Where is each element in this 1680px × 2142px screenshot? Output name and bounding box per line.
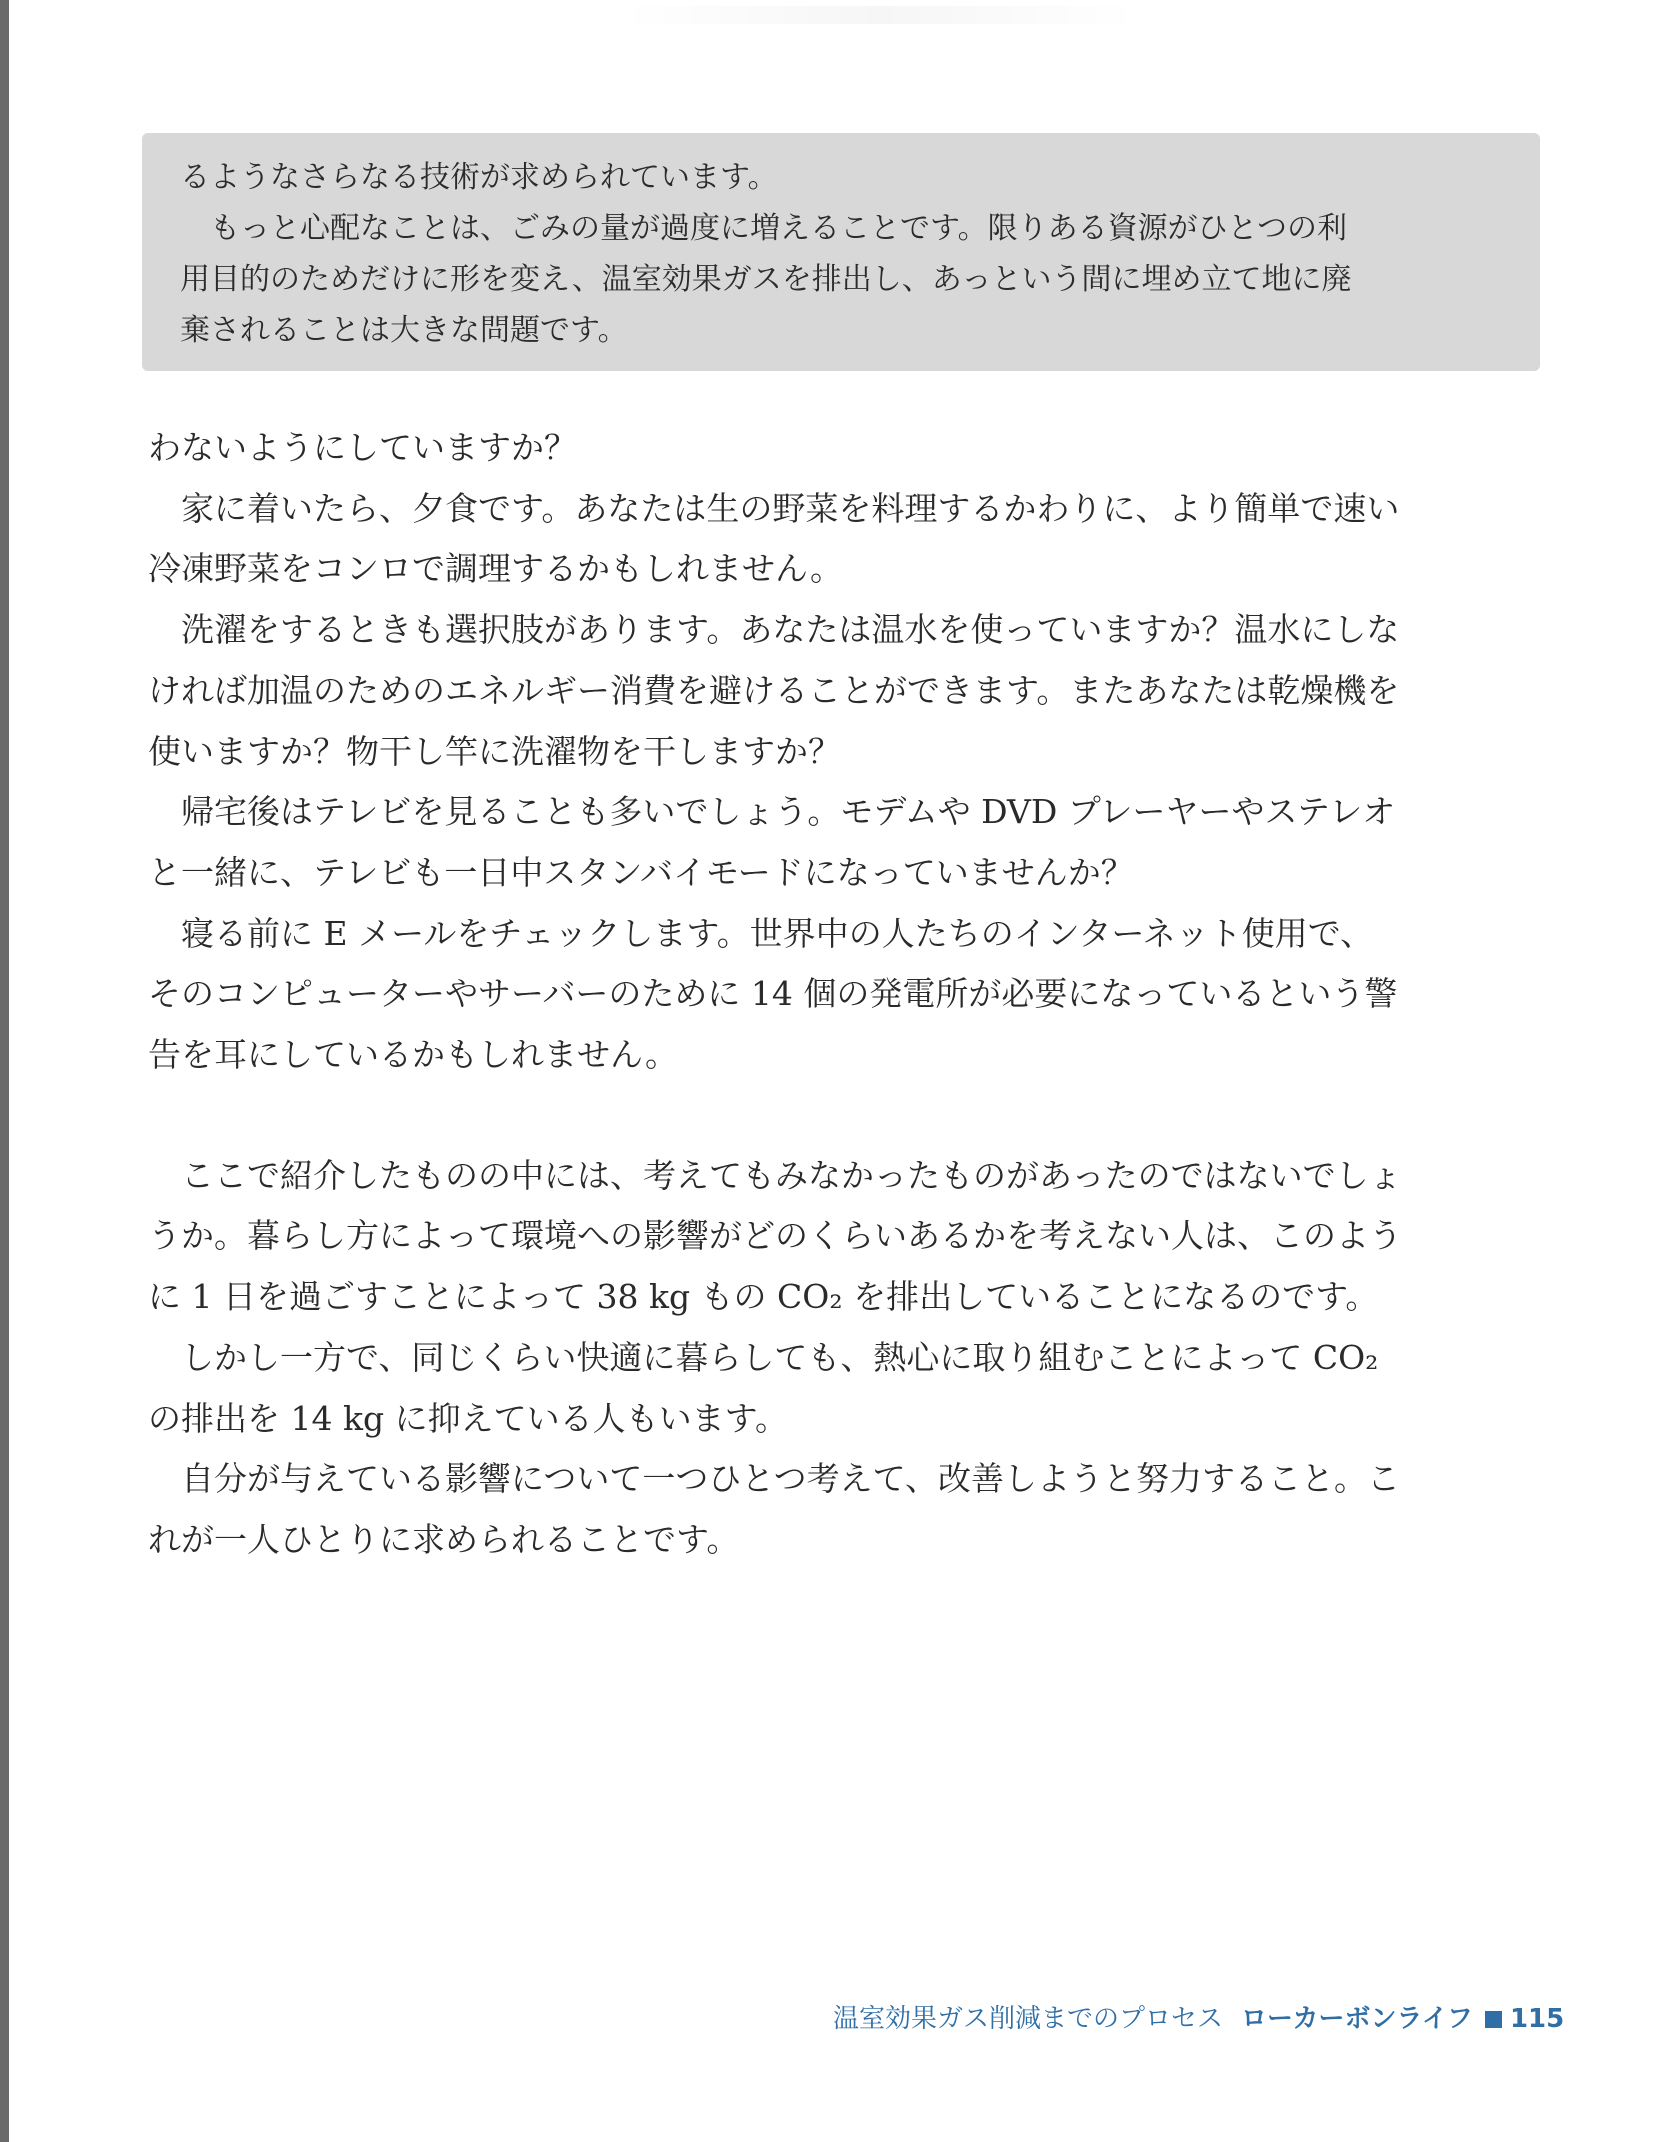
text-line: 帰宅後はテレビを見ることも多いでしょう。モデムや DVD プレーヤーやステレオ bbox=[148, 792, 1396, 832]
text-line: の排出を 14 kg に抑えている人もいます。 bbox=[148, 1398, 788, 1438]
page-number: 115 bbox=[1509, 2004, 1565, 2034]
page-left-edge bbox=[0, 0, 9, 2142]
text-line: に 1 日を過ごすことによって 38 kg もの CO₂ を排出していることになるのです。 bbox=[148, 1277, 1379, 1317]
box-line: 用目的のためだけに形を変え、温室効果ガスを排出し、あっという間に埋め立て地に廃 bbox=[180, 262, 1352, 297]
text-line: れが一人ひとりに求められることです。 bbox=[148, 1519, 740, 1559]
text-line: ければ加温のためのエネルギー消費を避けることができます。またあなたは乾燥機を bbox=[148, 670, 1400, 710]
square-bullet-icon bbox=[1485, 2011, 1502, 2028]
text-line: しかし一方で、同じくらい快適に暮らしても、熱心に取り組むことによって CO₂ bbox=[148, 1337, 1379, 1377]
body-text bbox=[148, 418, 1548, 1571]
box-line: 棄されることは大きな問題です。 bbox=[180, 313, 628, 348]
text-line: わないようにしていますか？ bbox=[148, 428, 577, 467]
page-footer bbox=[833, 1999, 1564, 2039]
shaded-note-box bbox=[142, 133, 1540, 371]
text-line: うか。暮らし方によって環境への影響がどのくらいあるかを考えない人は、このよう bbox=[148, 1216, 1402, 1256]
paragraph-gap bbox=[148, 1086, 1548, 1146]
text-line: 寝る前に E メールをチェックします。世界中の人たちのインターネット使用で、 bbox=[148, 913, 1374, 953]
footer-process-label: 温室効果ガス削減までのプロセス bbox=[833, 2004, 1224, 2034]
bleed-through-header bbox=[620, 6, 1140, 24]
text-line: ここで紹介したものの中には、考えてもみなかったものがあったのではないでしょ bbox=[148, 1155, 1402, 1195]
text-line: と一緒に、テレビも一日中スタンバイモードになっていませんか？ bbox=[148, 852, 1134, 892]
box-line: るようなさらなる技術が求められています。 bbox=[180, 160, 778, 195]
text-line: 自分が与えている影響について一つひとつ考えて、改善しようと努力すること。こ bbox=[148, 1459, 1401, 1499]
footer-book-title: ローカーボンライフ bbox=[1241, 2004, 1473, 2034]
box-line: もっと心配なことは、ごみの量が過度に増えることです。限りある資源がひとつの利 bbox=[180, 211, 1347, 246]
text-line: 冷凍野菜をコンロで調理するかもしれません。 bbox=[148, 549, 843, 589]
text-line: 家に着いたら、夕食です。あなたは生の野菜を料理するかわりに、より簡単で速い bbox=[148, 488, 1400, 528]
text-line: 告を耳にしているかもしれません。 bbox=[148, 1035, 678, 1075]
text-line: 使いますか？物干し竿に洗濯物を干しますか？ bbox=[148, 731, 841, 771]
text-line: 洗濯をするときも選択肢があります。あなたは温水を使っていますか？温水にしな bbox=[148, 610, 1400, 650]
text-line: そのコンピューターやサーバーのために 14 個の発電所が必要になっているという警 bbox=[148, 974, 1398, 1014]
